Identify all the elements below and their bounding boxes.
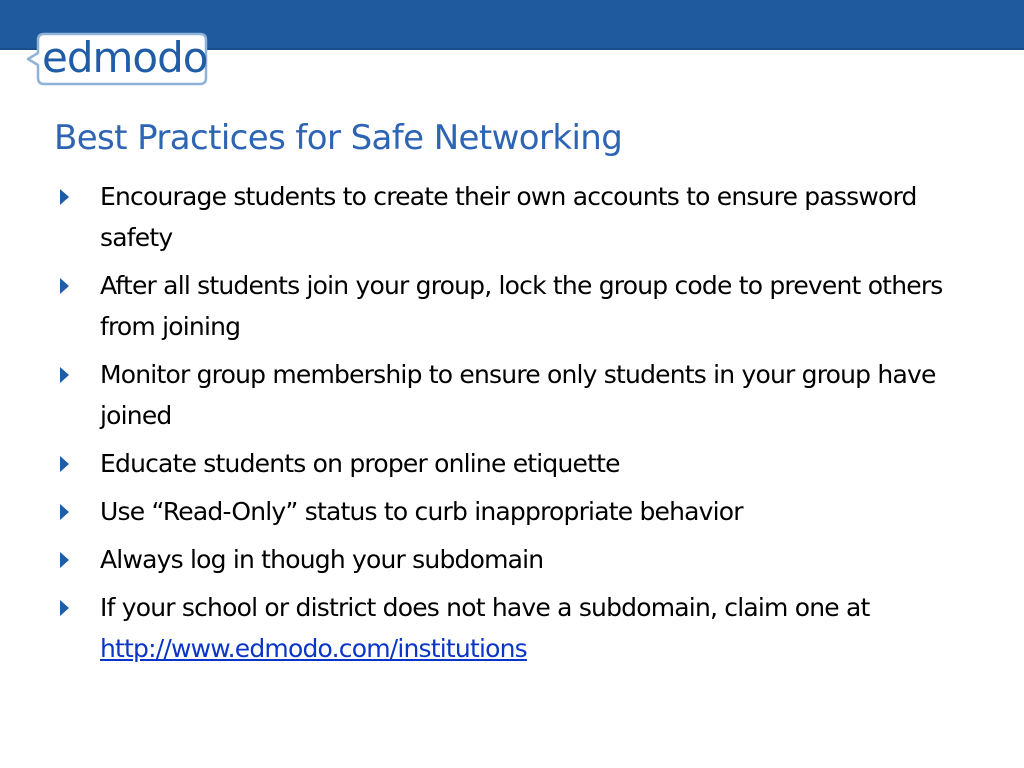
page-title: Best Practices for Safe Networking bbox=[54, 118, 623, 158]
bullet-text: Always log in though your subdomain bbox=[100, 545, 544, 574]
bullet-text: If your school or district does not have a subdomain, claim one at bbox=[100, 593, 870, 622]
list-item bbox=[54, 491, 984, 532]
bullet-arrow-icon bbox=[60, 278, 69, 294]
bullet-arrow-icon bbox=[60, 600, 69, 616]
institutions-link[interactable]: http://www.edmodo.com/institutions bbox=[100, 634, 527, 663]
logo-text: edmodo bbox=[42, 33, 208, 82]
bullet-text: Encourage students to create their own accounts to ensure password safety bbox=[100, 182, 917, 252]
bullet-arrow-icon bbox=[60, 456, 69, 472]
bullet-arrow-icon bbox=[60, 552, 69, 568]
list-item bbox=[54, 443, 984, 484]
bullet-arrow-icon bbox=[60, 367, 69, 383]
bullet-text: Use “Read-Only” status to curb inappropriate behavior bbox=[100, 497, 743, 526]
list-item bbox=[54, 539, 984, 580]
bullet-list bbox=[54, 176, 984, 676]
bullet-text: After all students join your group, lock the group code to prevent others from joining bbox=[100, 271, 943, 341]
bullet-text: Monitor group membership to ensure only students in your group have joined bbox=[100, 360, 936, 430]
list-item bbox=[54, 587, 984, 669]
bullet-arrow-icon bbox=[60, 504, 69, 520]
list-item bbox=[54, 265, 984, 347]
list-item bbox=[54, 354, 984, 436]
bullet-arrow-icon bbox=[60, 189, 69, 205]
bullet-text: Educate students on proper online etiquette bbox=[100, 449, 620, 478]
list-item bbox=[54, 176, 984, 258]
